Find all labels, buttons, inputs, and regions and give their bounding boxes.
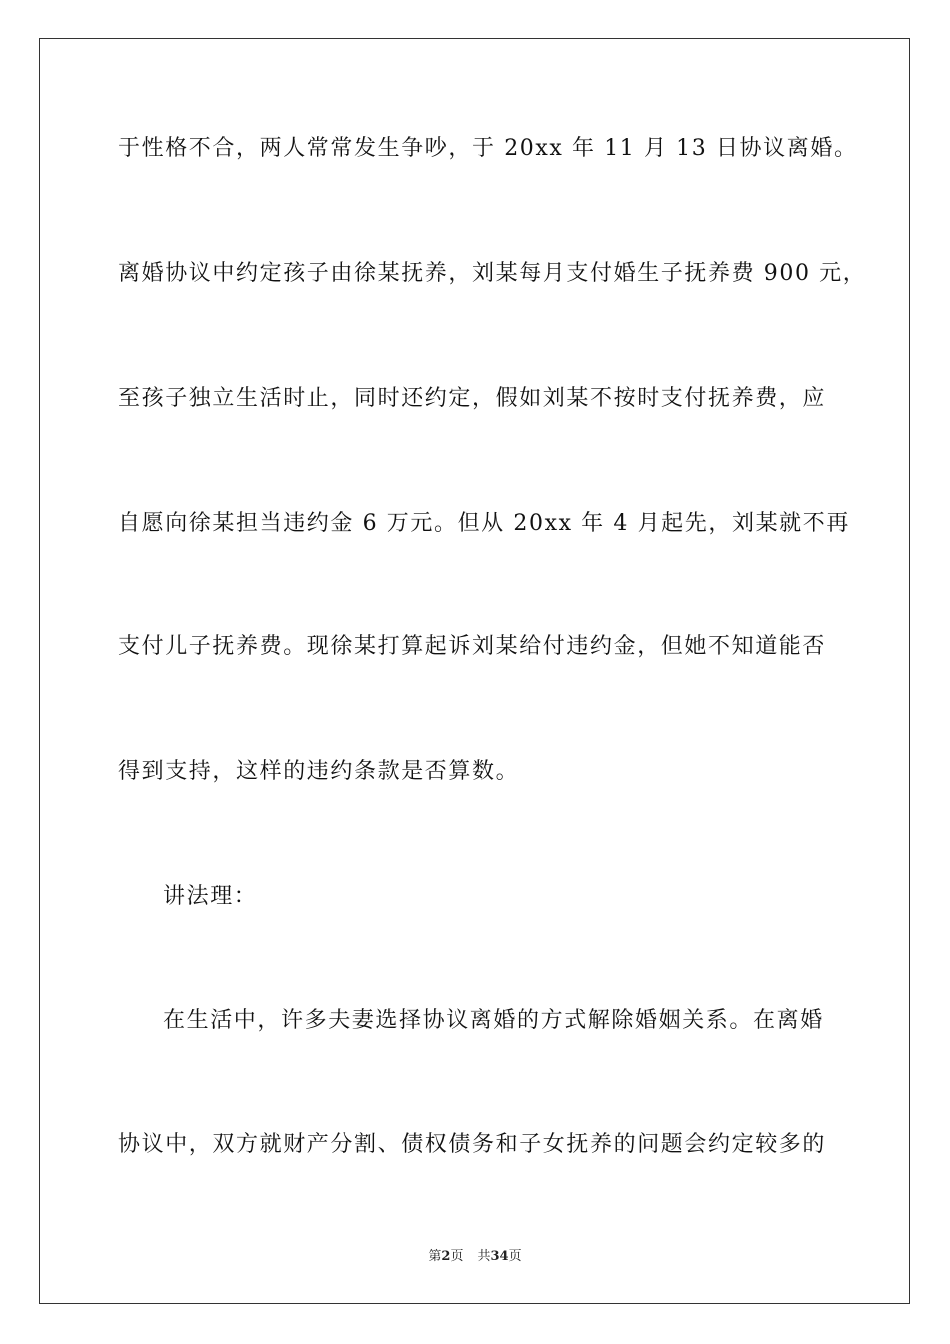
body-line-8: 在生活中，许多夫妻选择协议离婚的方式解除婚姻关系。在离婚	[163, 1008, 824, 1033]
total-suffix: 页	[508, 1249, 522, 1264]
page-footer	[0, 1248, 950, 1266]
body-line-3: 至孩子独立生活时止，同时还约定，假如刘某不按时支付抚养费，应	[118, 386, 827, 411]
total-prefix: 共	[477, 1249, 491, 1264]
total-pages: 34	[490, 1249, 509, 1264]
body-line-1: 于性格不合，两人常常发生争吵，于 20xx 年 11 月 13 日协议离婚。	[118, 136, 858, 161]
body-line-9: 协议中，双方就财产分割、债权债务和子女抚养的问题会约定较多的	[118, 1132, 827, 1157]
body-line-4: 自愿向徐某担当违约金 6 万元。但从 20xx 年 4 月起先，刘某就不再	[118, 511, 850, 536]
body-line-6: 得到支持，这样的违约条款是否算数。	[118, 759, 520, 784]
section-heading: 讲法理：	[163, 884, 258, 909]
body-line-5: 支付儿子抚养费。现徐某打算起诉刘某给付违约金，但她不知道能否	[118, 634, 827, 659]
page-frame	[39, 38, 910, 1304]
page-number: 2	[441, 1249, 451, 1264]
page-suffix: 页	[450, 1249, 464, 1264]
body-line-2: 离婚协议中约定孩子由徐某抚养，刘某每月支付婚生子抚养费 900 元，	[118, 261, 867, 286]
page-prefix: 第	[428, 1249, 442, 1264]
